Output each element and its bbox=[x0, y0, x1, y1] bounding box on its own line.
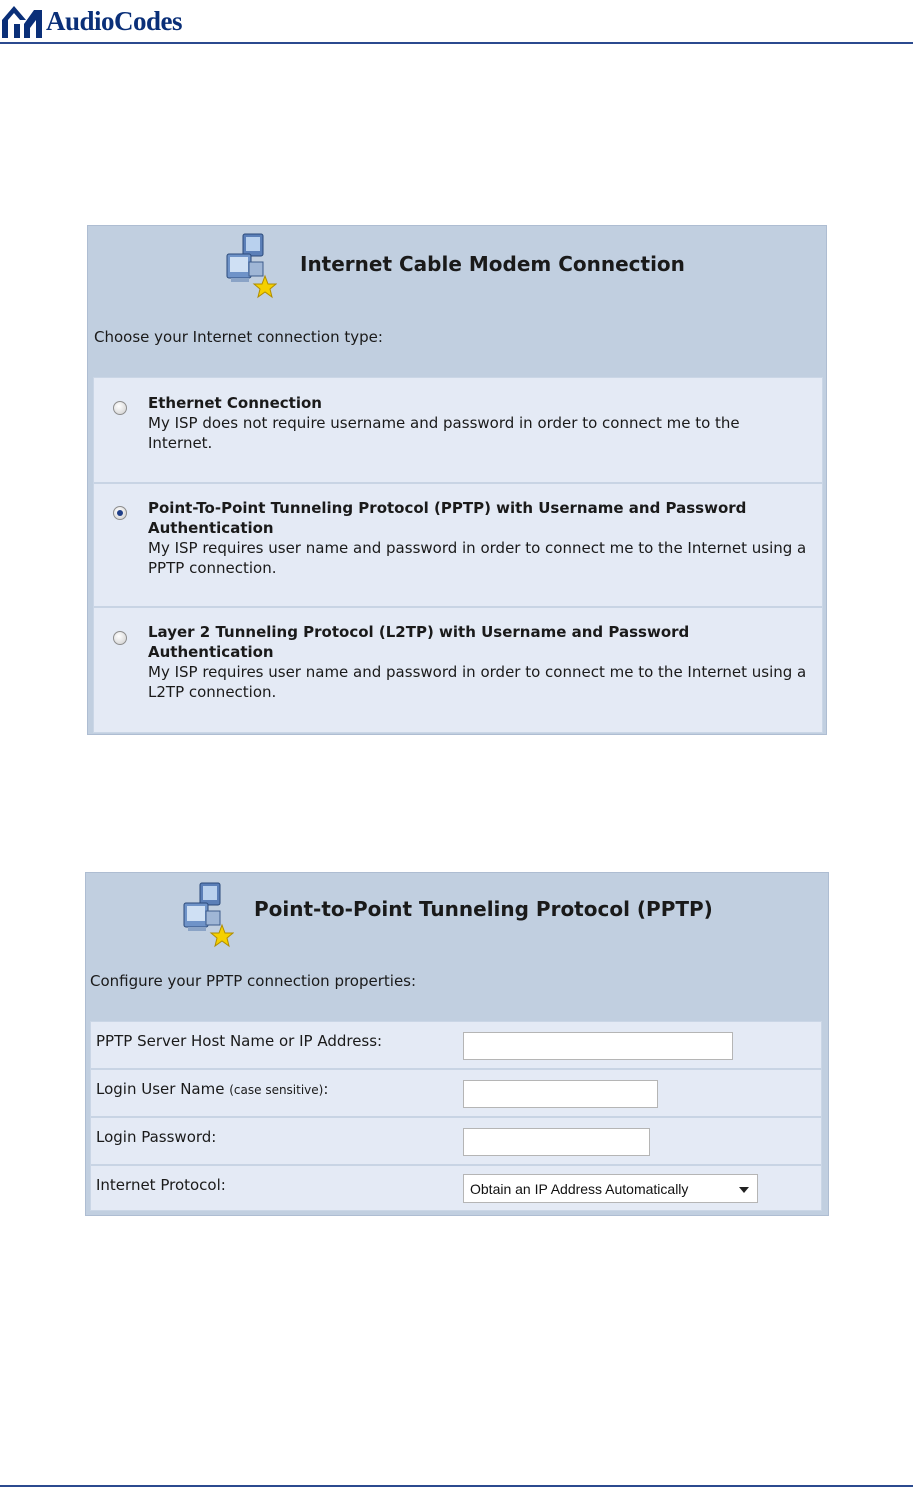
case-sensitive-note: (case sensitive) bbox=[229, 1083, 324, 1097]
document-header bbox=[0, 0, 913, 44]
pptp-radio[interactable] bbox=[113, 506, 127, 520]
select-value: Obtain an IP Address Automatically bbox=[470, 1181, 689, 1197]
panel-prompt: Choose your Internet connection type: bbox=[94, 328, 383, 346]
form-row-username bbox=[91, 1070, 821, 1118]
option-title: Layer 2 Tunneling Protocol (L2TP) with Username and Password Authentication bbox=[148, 623, 690, 661]
brand-name: AudioCodes bbox=[46, 5, 183, 36]
form-row-server bbox=[91, 1022, 821, 1070]
option-l2tp[interactable] bbox=[94, 608, 822, 732]
option-title: Point-To-Point Tunneling Protocol (PPTP) with Username and Password Authentication bbox=[148, 499, 747, 537]
pptp-settings-panel bbox=[85, 872, 829, 1216]
l2tp-radio[interactable] bbox=[113, 631, 127, 645]
ethernet-radio[interactable] bbox=[113, 401, 127, 415]
form-row-password bbox=[91, 1118, 821, 1166]
cable-modem-connection-panel bbox=[87, 225, 827, 735]
username-label: Login User Name bbox=[96, 1080, 225, 1098]
option-description: My ISP requires user name and password in order to connect me to the Internet using a PPTP connection. bbox=[148, 539, 807, 577]
pptp-form bbox=[90, 1021, 822, 1211]
protocol-label: Internet Protocol: bbox=[96, 1176, 226, 1194]
form-row-protocol bbox=[91, 1166, 821, 1214]
password-input[interactable] bbox=[463, 1128, 650, 1156]
password-label: Login Password: bbox=[96, 1128, 217, 1146]
connection-type-options bbox=[93, 377, 823, 733]
network-wizard-icon bbox=[221, 226, 277, 302]
header-divider bbox=[0, 42, 913, 44]
username-label-colon: : bbox=[323, 1080, 329, 1098]
server-label: PPTP Server Host Name or IP Address: bbox=[96, 1032, 383, 1050]
audiocodes-logo bbox=[0, 2, 182, 40]
option-pptp[interactable] bbox=[94, 484, 822, 608]
panel-title: Internet Cable Modem Connection bbox=[300, 252, 685, 276]
network-wizard-icon bbox=[178, 875, 234, 951]
option-ethernet[interactable] bbox=[94, 378, 822, 484]
footer-divider bbox=[0, 1485, 913, 1487]
audiocodes-logo-icon bbox=[0, 2, 44, 40]
panel-title: Point-to-Point Tunneling Protocol (PPTP) bbox=[254, 897, 713, 921]
server-host-input[interactable] bbox=[463, 1032, 733, 1060]
panel-prompt: Configure your PPTP connection properties: bbox=[90, 972, 417, 990]
option-title: Ethernet Connection bbox=[148, 394, 322, 412]
username-input[interactable] bbox=[463, 1080, 658, 1108]
internet-protocol-select[interactable] bbox=[463, 1174, 758, 1203]
option-description: My ISP requires user name and password in order to connect me to the Internet using a L2TP connection. bbox=[148, 663, 807, 701]
chevron-down-icon[interactable] bbox=[739, 1187, 749, 1193]
option-description: My ISP does not require username and password in order to connect me to the Internet. bbox=[148, 414, 740, 452]
